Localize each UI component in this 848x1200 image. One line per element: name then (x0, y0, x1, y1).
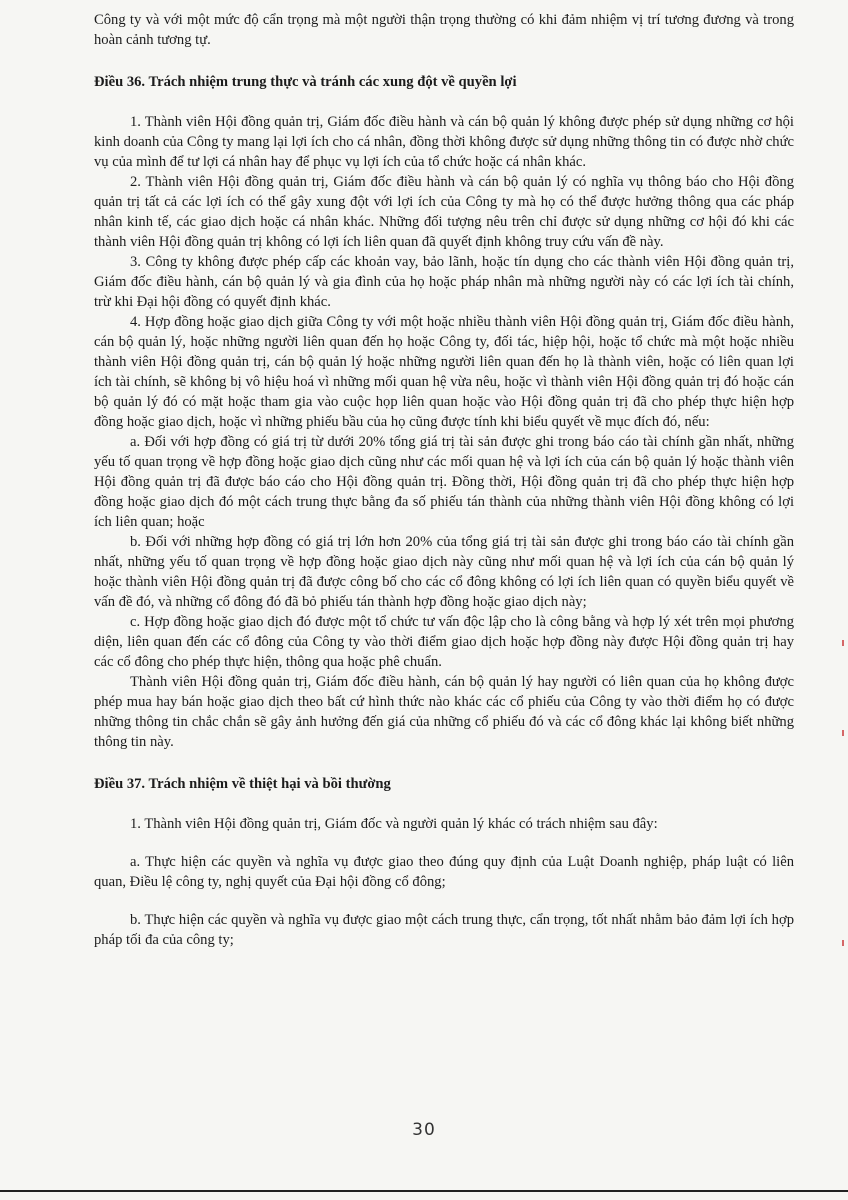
article-36-paragraph-3: 3. Công ty không được phép cấp các khoản vay, bảo lãnh, hoặc tín dụng cho các thành viên Hội đồng quản trị, Giám đốc điều hành, cán bộ quản lý và gia đình của họ hoặc pháp nhân mà những người này có các lợi ích tài chính, trừ khi Đại hội đồng có quyết định khác. (94, 254, 794, 310)
article-36-paragraph-5: Thành viên Hội đồng quản trị, Giám đốc điều hành, cán bộ quản lý hay người có liên quan của họ không được phép mua hay bán hoặc giao dịch theo bất cứ hình thức nào khác các cổ phiếu của Công ty vào thời điểm họ có được những thông tin chắc chắn sẽ gây ảnh hưởng đến giá của những cổ phiếu đó và các cổ đông khác lại không biết những thông tin này. (94, 674, 794, 750)
article-37-heading: Điều 37. Trách nhiệm về thiệt hại và bồi thường (94, 776, 391, 792)
article-36-paragraph-4: 4. Hợp đồng hoặc giao dịch giữa Công ty với một hoặc nhiều thành viên Hội đồng quản trị, Giám đốc điều hành, cán bộ quản lý, hoặc những người liên quan đến họ hoặc Công ty, đối tác, hiệp hội, hoặc tổ chức mà một hoặc nhiều thành viên Hội đồng quản trị, cán bộ quản lý hoặc những người liên quan đến họ là thành viên, hoặc có liên quan lợi ích tài chính, sẽ không bị vô hiệu hoá vì những mối quan hệ vừa nêu, hoặc vì thành viên Hội đồng quản trị đó hoặc cán bộ quản lý đó có mặt hoặc tham gia vào cuộc họp liên quan hoặc vào Hội đồng quản trị đã cho phép thực hiện hợp đồng hoặc giao dịch, hoặc vì những phiếu bầu của họ cũng được tính khi biểu quyết về mục đích đó, nếu: (94, 314, 794, 430)
bottom-rule (0, 1190, 848, 1192)
intro-continuation: Công ty và với một mức độ cẩn trọng mà một người thận trọng thường có khi đảm nhiệm vị trí tương đương và trong hoàn cảnh tương tự. (94, 12, 794, 48)
article-36-paragraph-4b: b. Đối với những hợp đồng có giá trị lớn hơn 20% của tổng giá trị tài sản được ghi trong báo cáo tài chính gần nhất, những yếu tố quan trọng về hợp đồng hoặc giao dịch này cũng như mối quan hệ và lợi ích của cán bộ quản lý hoặc thành viên Hội đồng quản trị đã được công bố cho các cổ đông không có lợi ích liên quan có quyền biểu quyết về vấn đề đó, và những cổ đông đó đã bỏ phiếu tán thành hợp đồng hoặc giao dịch này; (94, 534, 794, 610)
article-36-heading: Điều 36. Trách nhiệm trung thực và tránh các xung đột về quyền lợi (94, 74, 517, 90)
article-36-paragraph-4a: a. Đối với hợp đồng có giá trị từ dưới 20% tổng giá trị tài sản được ghi trong báo cáo tài chính gần nhất, những yếu tố quan trọng về hợp đồng hoặc giao dịch cũng như các mối quan hệ và lợi ích của cán bộ quản lý hoặc thành viên Hội đồng quản trị đã được báo cáo cho Hội đồng quản trị. Đồng thời, Hội đồng quản trị đã cho phép thực hiện hợp đồng hoặc giao dịch đó một cách trung thực bằng đa số phiếu tán thành của những thành viên Hội đồng không có lợi ích liên quan; hoặc (94, 434, 794, 530)
article-37-paragraph-b: b. Thực hiện các quyền và nghĩa vụ được giao một cách trung thực, cẩn trọng, tốt nhất nhằm bảo đảm lợi ích hợp pháp tối đa của công ty; (94, 912, 794, 948)
margin-mark (842, 730, 844, 736)
document-page (94, 10, 794, 950)
article-36-paragraph-2: 2. Thành viên Hội đồng quản trị, Giám đốc điều hành và cán bộ quản lý có nghĩa vụ thông báo cho Hội đồng quản trị tất cả các lợi ích có thể gây xung đột với lợi ích của Công ty mà họ có thể được hưởng thông qua các pháp nhân kinh tế, các giao dịch hoặc cá nhân khác. Những đối tượng nêu trên chỉ được sử dụng những cơ hội đó khi các thành viên Hội đồng quản trị không có lợi ích liên quan đã quyết định không truy cứu vấn đề này. (94, 174, 794, 250)
article-37-paragraph-1: 1. Thành viên Hội đồng quản trị, Giám đốc và người quản lý khác có trách nhiệm sau đây: (130, 816, 658, 832)
margin-mark (842, 640, 844, 646)
article-37-paragraph-a: a. Thực hiện các quyền và nghĩa vụ được giao theo đúng quy định của Luật Doanh nghiệp, pháp luật có liên quan, Điều lệ công ty, nghị quyết của Đại hội đồng cổ đông; (94, 854, 794, 890)
page-number: 30 (412, 1120, 436, 1140)
article-36-paragraph-4c: c. Hợp đồng hoặc giao dịch đó được một tổ chức tư vấn độc lập cho là công bằng và hợp lý xét trên mọi phương diện, liên quan đến các cổ đông của Công ty vào thời điểm giao dịch hoặc hợp đồng này được Hội đồng quản trị hay các cổ đông cho phép thực hiện, thông qua hoặc phê chuẩn. (94, 614, 794, 670)
margin-mark (842, 940, 844, 946)
article-36-paragraph-1: 1. Thành viên Hội đồng quản trị, Giám đốc điều hành và cán bộ quản lý không được phép sử dụng những cơ hội kinh doanh của Công ty mang lại lợi ích cho cá nhân, đồng thời không được sử dụng những thông tin có được nhờ chức vụ của mình để tư lợi cá nhân hay để phục vụ lợi ích của tổ chức hoặc cá nhân khác. (94, 114, 794, 170)
